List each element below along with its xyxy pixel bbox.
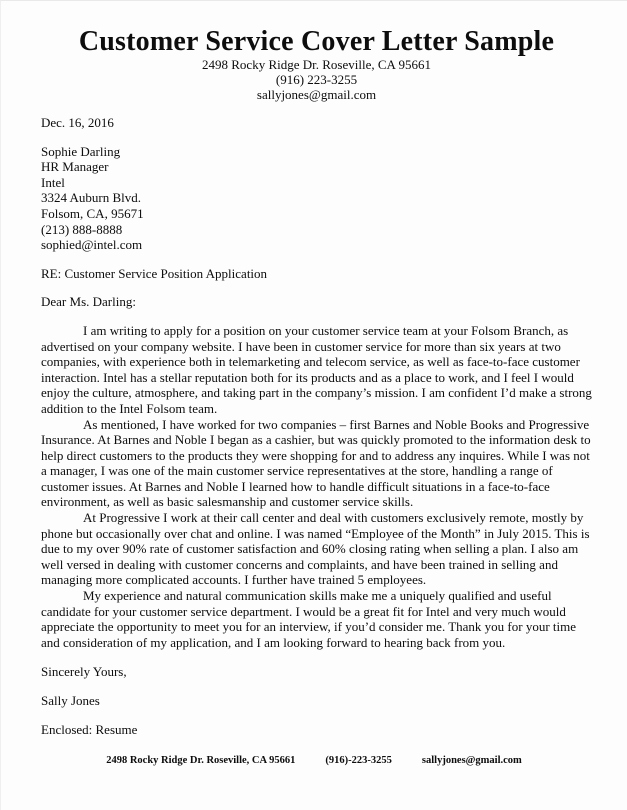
header-address: 2498 Rocky Ridge Dr. Roseville, CA 95661: [202, 57, 431, 72]
body-paragraph-1: I am writing to apply for a position on your customer service team at your Folsom Branch, as advertised on your company website. I have been in customer service for more than six years at two companies, with experience both in telemarketing and telecom service, as well as face-to-face customer interaction. Intel has a stellar reputation both for its products and as a place to work, and I feel I would enjoy the culture, atmosphere, and taking part in the company’s mission. I am confident I’d make a strong addition to the Intel Folsom team.: [41, 322, 592, 416]
letter-body: [41, 323, 592, 650]
enclosure-note: Enclosed: Resume: [41, 721, 138, 737]
re-line: RE: Customer Service Position Application: [41, 265, 268, 281]
signature-name: Sally Jones: [41, 693, 100, 708]
recipient-name: Sophie Darling: [41, 143, 121, 159]
closing: Sincerely Yours,: [41, 664, 127, 680]
recipient-role: HR Manager: [41, 159, 109, 175]
body-paragraph-2: As mentioned, I have worked for two companies – first Barnes and Noble Books and Progressive Insurance. At Barnes and Noble I began as a cashier, but was quickly promoted to the information desk to help direct customers to the products they were shopping for and to address any inquires. While I was not a manager, I was one of the main customer service representatives at the store, handling a range of customer issues. At Barnes and Noble I learned how to handle difficult situations in a face-to-face environment, as well as basic salesmanship and customer service skills.: [41, 416, 591, 510]
recipient-company: Intel: [41, 174, 65, 190]
body-paragraph-4: My experience and natural communication skills make me a uniquely qualified and useful candidate for your customer service department. I would be a great fit for Intel and very much would appreciate the opportunity to meet you for an interview, if you’d consider me. Thank you for your time and consideration of my application, and I am looking forward to hearing back from you.: [41, 588, 577, 650]
letterhead: [41, 27, 592, 102]
footer-phone: (916)-223-3255: [325, 755, 392, 766]
date-line: Dec. 16, 2016: [41, 115, 114, 130]
recipient-street: 3324 Auburn Blvd.: [41, 190, 142, 206]
footer-address: 2498 Rocky Ridge Dr. Roseville, CA 95661: [106, 755, 296, 766]
letter-title: Customer Service Cover Letter Sample: [78, 26, 555, 57]
recipient-phone: (213) 888-8888: [41, 221, 123, 237]
header-phone: (916) 223-3255: [275, 72, 358, 87]
header-email: sallyjones@gmail.com: [256, 87, 377, 102]
body-paragraph-3: At Progressive I work at their call center and deal with customers exclusively remote, mostly by phone but occasionally over chat and online. I was named “Employee of the Month” in July 2015. This is due to my over 90% rate of customer satisfaction and 60% closing rating when selling a plan. I also am well versed in dealing with customer concerns and complaints, and have been trained in selling and managing more complicated accounts. I further have trained 5 employees.: [41, 510, 590, 588]
recipient-block: [41, 144, 592, 253]
salutation: Dear Ms. Darling:: [41, 294, 136, 310]
page-footer: [1, 754, 627, 767]
recipient-email: sophied@intel.com: [41, 237, 143, 253]
recipient-city: Folsom, CA, 95671: [41, 205, 144, 221]
footer-email: sallyjones@gmail.com: [421, 755, 522, 766]
